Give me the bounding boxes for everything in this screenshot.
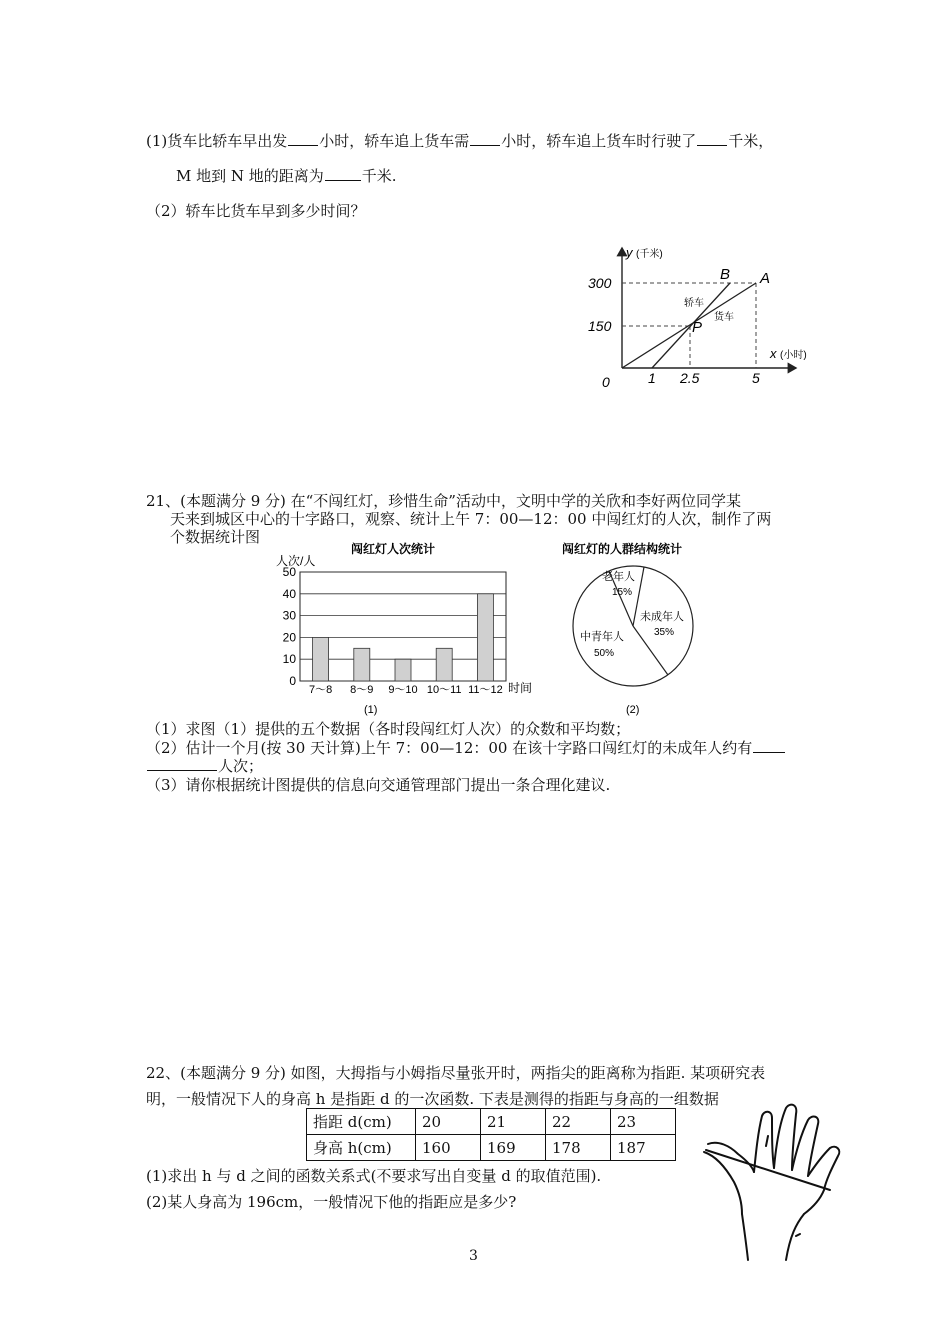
- truck-line: [622, 283, 756, 368]
- x-axis-unit: (小时): [780, 350, 807, 361]
- page-number: 3: [469, 1248, 478, 1264]
- y-tick-label: 10: [282, 652, 296, 667]
- q21-q2-text: （2）估计一个月(按 30 天计算)上午 7：00—12：00 在该十字路口闯红灯的未成年人约有: [146, 739, 753, 757]
- q22-q1: (1)求出 h 与 d 之间的函数关系式(不要求写出自变量 d 的取值范围).: [146, 1167, 602, 1185]
- table-cell: 187: [611, 1135, 676, 1161]
- y-tick-300: 300: [588, 275, 612, 291]
- pie-chart-caption: (2): [626, 704, 640, 716]
- x-tick-label: 9～10: [388, 684, 418, 696]
- table-cell: 178: [546, 1135, 611, 1161]
- pie-slice-label-adults: 中青年人: [580, 631, 624, 643]
- q22-line1: 22、(本题满分 9 分) 如图，大拇指与小姆指尽量张开时，两指尖的距离称为指距. 某项研究表: [146, 1064, 766, 1082]
- answer-blank[interactable]: [288, 131, 318, 146]
- pie-chart-title: 闯红灯的人群结构统计: [562, 542, 683, 556]
- y-tick-150: 150: [588, 318, 612, 334]
- point-P-label: P: [692, 319, 703, 336]
- y-axis-label: y: [626, 245, 633, 260]
- pie-slice-value-minors: 35%: [654, 627, 675, 638]
- x-tick-label: 11～12: [468, 684, 503, 696]
- car-line-label: 轿车: [684, 298, 704, 309]
- pie-slice-value-elderly: 15%: [612, 587, 633, 598]
- q21-line3: 个数据统计图: [170, 528, 261, 546]
- answer-blank[interactable]: [753, 738, 785, 753]
- truck-line-label: 货车: [714, 312, 734, 323]
- answer-blank[interactable]: [470, 131, 500, 146]
- pie-chart: [560, 540, 720, 720]
- q20-part1-line2: [176, 165, 397, 186]
- table-cell: 21: [481, 1109, 546, 1135]
- bar: [313, 637, 329, 681]
- point-A-label: A: [760, 270, 771, 287]
- x-tick-label: 8～9: [350, 684, 374, 696]
- bar-chart-xlabel: 时间: [508, 681, 533, 695]
- x-tick-label: 10～11: [426, 684, 462, 696]
- table-cell: 23: [611, 1109, 676, 1135]
- pie-slice-label-elderly: 老年人: [602, 571, 635, 583]
- x-tick-label: 7～8: [308, 684, 333, 696]
- table-cell: 169: [481, 1135, 546, 1161]
- bar: [354, 648, 370, 681]
- table-cell: 160: [416, 1135, 481, 1161]
- table-cell: 指距 d(cm): [307, 1109, 416, 1135]
- point-B-label: B: [720, 266, 731, 283]
- q20-text-f: 千米.: [361, 167, 397, 185]
- distance-time-graph: [580, 240, 810, 400]
- q21-line1: 21、(本题满分 9 分) 在“不闯红灯，珍惜生命”活动中，文明中学的关欣和李好两位同学某: [146, 492, 741, 510]
- y-tick-label: 20: [282, 630, 296, 645]
- pie-slice-value-adults: 50%: [594, 648, 615, 659]
- table-cell: 20: [416, 1109, 481, 1135]
- q20-text-d: 千米，: [728, 132, 774, 150]
- q22-line2: 明，一般情况下人的身高 h 是指距 d 的一次函数. 下表是测得的指距与身高的一组数据: [146, 1090, 719, 1108]
- q20-text-b: 小时，轿车追上货车需: [319, 132, 470, 150]
- answer-blank[interactable]: [147, 756, 217, 771]
- y-tick-label: 30: [282, 608, 296, 623]
- q22-q2: (2)某人身高为 196cm，一般情况下他的指距应是多少?: [146, 1193, 517, 1211]
- table-row: [307, 1135, 676, 1161]
- hand-illustration: [696, 1096, 846, 1266]
- q21-line2: 天来到城区中心的十字路口，观察、统计上午 7：00—12：00 中闯红灯的人次，制作了两: [170, 510, 772, 528]
- x-tick-1: 1: [648, 370, 656, 386]
- bar-chart-caption: (1): [364, 704, 378, 716]
- bar: [477, 594, 493, 681]
- bar-chart-ylabel: 人次/人: [276, 554, 316, 568]
- q21-q2-suffix: 人次；: [218, 757, 264, 775]
- q20-text-e: M 地到 N 地的距离为: [176, 167, 324, 185]
- answer-blank[interactable]: [697, 131, 727, 146]
- x-axis-label: x: [770, 346, 777, 361]
- bar: [395, 659, 411, 681]
- q21-q3: （3）请你根据统计图提供的信息向交通管理部门提出一条合理化建议.: [146, 776, 611, 794]
- x-tick-25: 2.5: [680, 370, 700, 386]
- q20-text-c: 小时，轿车追上货车时行驶了: [501, 132, 697, 150]
- q20-part2: （2）轿车比货车早到多少时间？: [146, 202, 366, 220]
- answer-blank[interactable]: [325, 166, 361, 181]
- table-cell: 身高 h(cm): [307, 1135, 416, 1161]
- y-tick-label: 40: [282, 586, 296, 601]
- pie-slice-label-minors: 未成年人: [640, 611, 684, 623]
- finger-span-table: [306, 1108, 676, 1161]
- table-row: [307, 1109, 676, 1135]
- car-line: [652, 283, 730, 368]
- q20-part1-line1: [146, 130, 773, 151]
- y-tick-label: 0: [289, 674, 296, 688]
- x-tick-5: 5: [752, 370, 760, 386]
- bar-chart-title: 闯红灯人次统计: [351, 542, 436, 556]
- q21-q2-cont: [146, 755, 263, 776]
- y-axis-unit: (千米): [636, 249, 663, 260]
- bar-chart: [268, 540, 548, 720]
- q20-text-a: (1)货车比轿车早出发: [146, 132, 288, 150]
- y-tick-label: 50: [282, 565, 296, 579]
- bar: [436, 648, 452, 681]
- table-cell: 22: [546, 1109, 611, 1135]
- q21-q1: （1）求图（1）提供的五个数据（各时段闯红灯人次）的众数和平均数；: [146, 720, 631, 738]
- origin-label: 0: [602, 374, 610, 390]
